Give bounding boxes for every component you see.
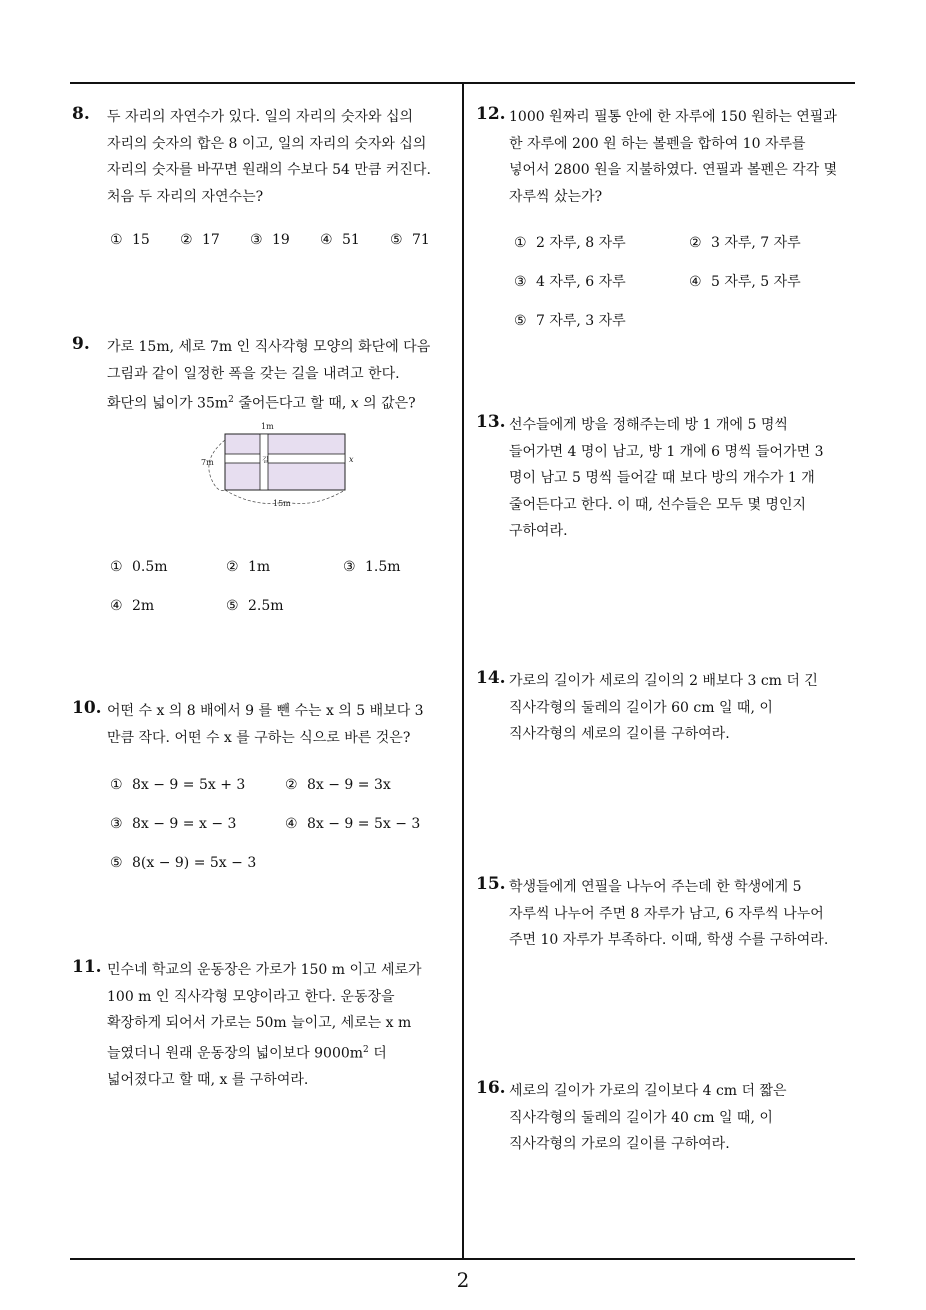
q12-option-1[interactable] xyxy=(514,232,626,252)
q9-option-3[interactable] xyxy=(343,559,401,575)
option-marker: ③ xyxy=(514,274,527,290)
superscript: 2 xyxy=(228,395,234,405)
q8-option-2[interactable] xyxy=(180,232,220,248)
question-line: 자루씩 나누어 주면 8 자루가 남고, 6 자루씩 나누어 xyxy=(509,905,824,922)
question-line xyxy=(107,1037,422,1067)
page-number: 2 xyxy=(456,1268,470,1292)
option-marker: ③ xyxy=(250,232,263,248)
question-text xyxy=(509,1078,787,1158)
question-line: 직사각형의 둘레의 길이가 60 cm 일 때, 이 xyxy=(509,699,773,716)
option-text: 51 xyxy=(342,232,360,248)
q10-option-1[interactable] xyxy=(110,777,245,793)
question-line: 직사각형의 둘레의 길이가 40 cm 일 때, 이 xyxy=(509,1109,773,1126)
question-number: 12. xyxy=(476,104,506,124)
question-line: 직사각형의 가로의 길이를 구하여라. xyxy=(509,1136,730,1152)
question-number: 16. xyxy=(476,1078,506,1098)
question-number: 15. xyxy=(476,874,506,894)
question-line: 한 자루에 200 원 하는 볼펜을 합하여 10 자루를 xyxy=(509,135,806,152)
option-marker: ⑤ xyxy=(514,313,527,329)
option-marker: ① xyxy=(514,235,527,251)
option-text: 1.5m xyxy=(365,559,401,575)
question-line: 학생들에게 연필을 나누어 주는데 한 학생에게 5 xyxy=(509,879,802,895)
question-text xyxy=(107,104,431,210)
option-marker: ④ xyxy=(285,816,298,832)
question-number: 8. xyxy=(72,104,90,124)
q9-option-2[interactable] xyxy=(226,559,270,575)
question-line: 명이 남고 5 명씩 들어갈 때 보다 방의 개수가 1 개 xyxy=(509,470,815,486)
text-part: 화단의 넓이가 35m xyxy=(107,395,229,412)
q12-option-3[interactable] xyxy=(514,271,626,291)
question-line: 자리의 숫자의 합은 8 이고, 일의 자리의 숫자와 십의 xyxy=(107,135,427,152)
label-center: 길 xyxy=(262,456,269,464)
column-divider xyxy=(462,83,464,1258)
question-line: 줄어든다고 한다. 이 때, 선수들은 모두 몇 명인지 xyxy=(509,496,807,513)
question-text xyxy=(509,668,818,748)
question-line: 선수들에게 방을 정해주는데 방 1 개에 5 명씩 xyxy=(509,417,788,433)
question-line: 처음 두 자리의 자연수는? xyxy=(107,188,264,205)
text-part: 늘였더니 원래 운동장의 넓이보다 9000m xyxy=(107,1045,364,1062)
label-top: 1m xyxy=(261,422,274,431)
q10-option-5[interactable] xyxy=(110,855,256,871)
option-text: 19 xyxy=(272,232,290,248)
question-line: 주면 10 자루가 부족하다. 이때, 학생 수를 구하여라. xyxy=(509,932,829,948)
option-marker: ② xyxy=(285,777,298,793)
option-marker: ⑤ xyxy=(110,855,123,871)
question-number: 10. xyxy=(72,698,102,718)
question-text xyxy=(107,698,424,751)
option-marker: ① xyxy=(110,559,123,575)
option-marker: ③ xyxy=(343,559,356,575)
option-text: 5 자루, 5 자루 xyxy=(711,274,801,290)
option-text: 8x − 9 = 5x + 3 xyxy=(132,777,246,793)
question-line: 두 자리의 자연수가 있다. 일의 자리의 숫자와 십의 xyxy=(107,109,414,125)
question-line: 가로 15m, 세로 7m 인 직사각형 모양의 화단에 다음 xyxy=(107,339,431,355)
question-line: 1000 원짜리 필통 안에 한 자루에 150 원하는 연필과 xyxy=(509,109,837,125)
question-number: 9. xyxy=(72,334,90,354)
question-number: 14. xyxy=(476,668,506,688)
option-text: 8x − 9 = 5x − 3 xyxy=(307,816,421,832)
q12-option-4[interactable] xyxy=(689,271,801,291)
option-marker: ③ xyxy=(110,816,123,832)
option-text: 4 자루, 6 자루 xyxy=(536,274,626,290)
q10-option-2[interactable] xyxy=(285,777,391,793)
question-line: 만큼 작다. 어떤 수 x 를 구하는 식으로 바른 것은? xyxy=(107,729,411,746)
question-text xyxy=(107,334,430,417)
question-line: 구하여라. xyxy=(509,523,568,539)
bottom-rule xyxy=(70,1258,855,1260)
q10-option-4[interactable] xyxy=(285,816,420,832)
q8-option-5[interactable] xyxy=(390,232,430,248)
option-text: 2m xyxy=(132,598,155,614)
q8-option-1[interactable] xyxy=(110,232,150,248)
question-line: 어떤 수 x 의 8 배에서 9 를 뺀 수는 x 의 5 배보다 3 xyxy=(107,703,424,719)
question-text xyxy=(509,104,837,210)
q9-option-1[interactable] xyxy=(110,559,168,575)
superscript: 2 xyxy=(363,1044,369,1055)
question-line: 그림과 같이 일정한 폭을 갖는 길을 내려고 한다. xyxy=(107,365,400,382)
garden-figure xyxy=(195,418,365,513)
question-line: 넓어졌다고 할 때, x 를 구하여라. xyxy=(107,1071,309,1088)
q8-option-4[interactable] xyxy=(320,232,360,248)
text-part: 의 값은? xyxy=(358,395,416,412)
question-line: 들어가면 4 명이 남고, 방 1 개에 6 명씩 들어가면 3 xyxy=(509,443,824,460)
question-line: 자루씩 샀는가? xyxy=(509,188,603,205)
q10-option-3[interactable] xyxy=(110,816,236,832)
option-marker: ⑤ xyxy=(226,598,239,614)
question-text xyxy=(509,874,828,954)
text-part: 더 xyxy=(368,1045,387,1062)
option-marker: ② xyxy=(180,232,193,248)
q12-option-2[interactable] xyxy=(689,232,801,252)
question-line: 가로의 길이가 세로의 길이의 2 배보다 3 cm 더 긴 xyxy=(509,673,818,689)
option-marker: ① xyxy=(110,777,123,793)
option-marker: ⑤ xyxy=(390,232,403,248)
q12-option-5[interactable] xyxy=(514,310,626,330)
q9-option-4[interactable] xyxy=(110,598,154,614)
option-text: 1m xyxy=(248,559,271,575)
option-text: 7 자루, 3 자루 xyxy=(536,313,626,329)
label-right: x xyxy=(349,455,354,464)
question-line: 확장하게 되어서 가로는 50m 늘이고, 세로는 x m xyxy=(107,1015,412,1031)
option-marker: ④ xyxy=(110,598,123,614)
option-text: 2.5m xyxy=(248,598,284,614)
option-marker: ④ xyxy=(320,232,333,248)
variable: x xyxy=(350,395,359,412)
q9-option-5[interactable] xyxy=(226,598,284,614)
question-line: 100 m 인 직사각형 모양이라고 한다. 운동장을 xyxy=(107,988,395,1005)
label-bottom: 15m xyxy=(273,499,291,508)
label-left: 7m xyxy=(201,458,214,467)
option-text: 3 자루, 7 자루 xyxy=(711,235,801,251)
question-line: 민수네 학교의 운동장은 가로가 150 m 이고 세로가 xyxy=(107,962,422,978)
option-text: 8x − 9 = x − 3 xyxy=(132,816,237,832)
question-line xyxy=(107,387,430,417)
option-marker: ② xyxy=(226,559,239,575)
question-text xyxy=(107,957,422,1093)
q8-option-3[interactable] xyxy=(250,232,290,248)
question-line: 세로의 길이가 가로의 길이보다 4 cm 더 짧은 xyxy=(509,1083,787,1099)
question-line: 넣어서 2800 원을 지불하였다. 연필과 볼펜은 각각 몇 xyxy=(509,162,838,178)
question-text xyxy=(509,412,824,545)
option-text: 71 xyxy=(412,232,430,248)
horizontal-path xyxy=(225,454,345,463)
option-text: 17 xyxy=(202,232,220,248)
option-text: 15 xyxy=(132,232,150,248)
option-text: 8x − 9 = 3x xyxy=(307,777,391,793)
question-line: 직사각형의 세로의 길이를 구하여라. xyxy=(509,726,730,742)
option-marker: ② xyxy=(689,235,702,251)
question-number: 11. xyxy=(72,957,102,977)
option-text: 8(x − 9) = 5x − 3 xyxy=(132,855,257,871)
option-marker: ① xyxy=(110,232,123,248)
question-line: 자리의 숫자를 바꾸면 원래의 수보다 54 만큼 커진다. xyxy=(107,162,431,178)
text-part: 줄어든다고 할 때, xyxy=(233,395,351,412)
option-text: 0.5m xyxy=(132,559,168,575)
option-text: 2 자루, 8 자루 xyxy=(536,235,626,251)
option-marker: ④ xyxy=(689,274,702,290)
question-number: 13. xyxy=(476,412,506,432)
